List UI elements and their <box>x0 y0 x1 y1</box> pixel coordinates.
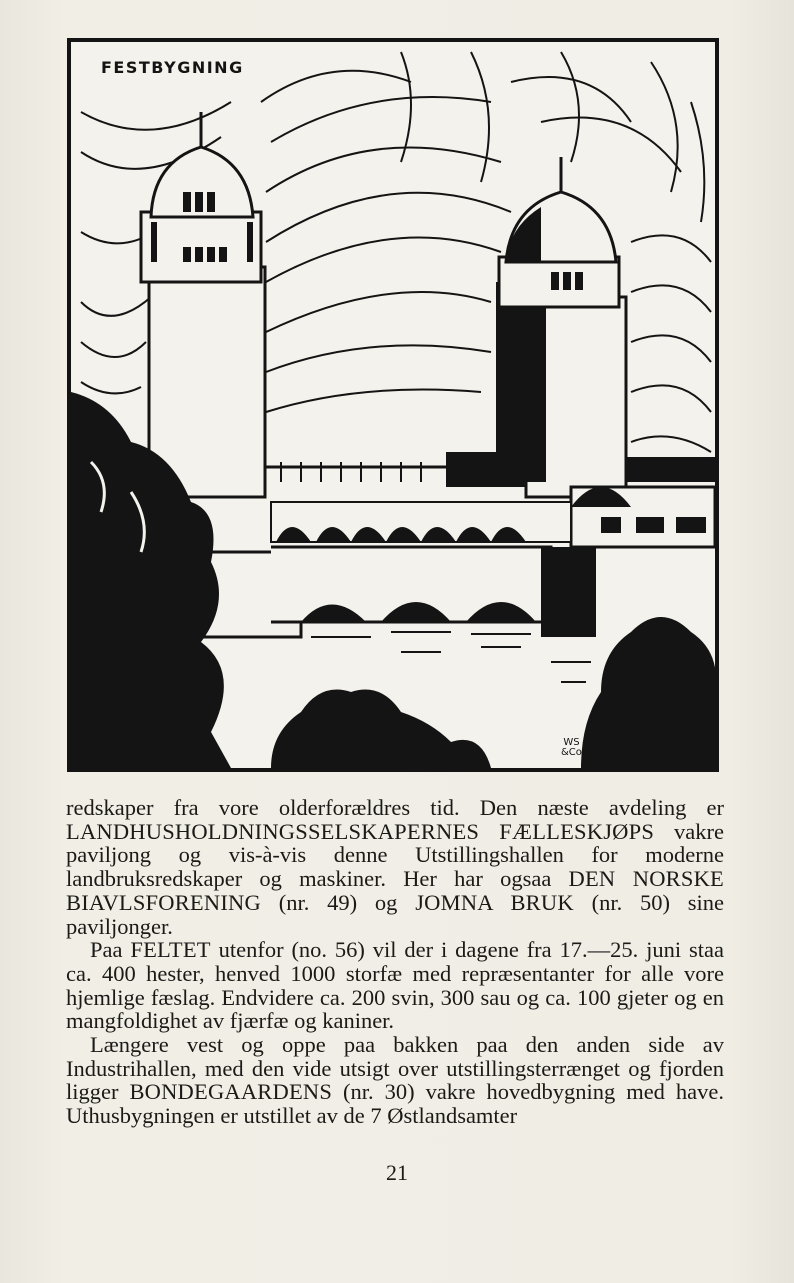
body-text <box>66 796 724 1128</box>
monogram-bottom: &Co <box>561 747 582 758</box>
p3-text-1: Længere vest og oppe paa bakken paa den anden side av Industrihallen, med den vide utsigt over utstillingsterrænget og fjorden ligger <box>66 1032 724 1105</box>
paragraph-1 <box>66 796 724 938</box>
p1-text-2: vakre paviljong og vis-à-vis denne Utstillingshallen for moderne landbruksredskaper og maskiner. Her har ogsaa <box>66 818 725 892</box>
p3-caps-1: BONDEGAARDENS <box>129 1079 333 1105</box>
p3-text-2: (nr. 30) vakre hovedbygning med have. Uthusbygningen er utstillet av de 7 Østlandsamter <box>66 1079 724 1129</box>
paragraph-2 <box>66 938 724 1033</box>
monogram-top: WS <box>563 737 580 748</box>
p1-text-1: redskaper fra vore olderforældres tid. Den næste avdeling er <box>66 795 724 820</box>
p1-caps-1: LANDHUSHOLDNINGSSELSKAPERNES FÆLLESKJØPS <box>66 818 655 844</box>
illustration-title: FESTBYGNING <box>97 58 248 77</box>
bridge <box>201 547 596 637</box>
p1-caps-3: JOMNA BRUK <box>415 889 574 915</box>
artist-monogram <box>561 738 582 758</box>
building-drawing <box>71 42 715 768</box>
page-number: 21 <box>386 1160 408 1185</box>
p2-text-2: utenfor (no. 56) vil der i dagene fra 17.—25. juni staa ca. 400 hester, henved 1000 storfæ med repræsentanter for alle vore hjemlige fæslag. Endvidere ca. 200 svin, 300 sau og ca. 100 gjeter og en mangfoldighet av fjærfæ og kaniner. <box>66 937 724 1034</box>
water-reflections <box>311 632 591 682</box>
p1-text-3: (nr. 49) og <box>260 889 416 915</box>
p1-caps-2: DEN NORSKE BIAVLSFORENING <box>66 866 724 915</box>
festbygning-illustration <box>67 38 719 772</box>
paragraph-3 <box>66 1033 724 1128</box>
p2-caps-1: FELTET <box>130 937 211 963</box>
p1-text-4: (nr. 50) sine paviljonger. <box>66 889 725 939</box>
right-tower <box>446 157 626 497</box>
left-tower <box>141 112 265 497</box>
p2-text-1: Paa <box>90 937 131 963</box>
